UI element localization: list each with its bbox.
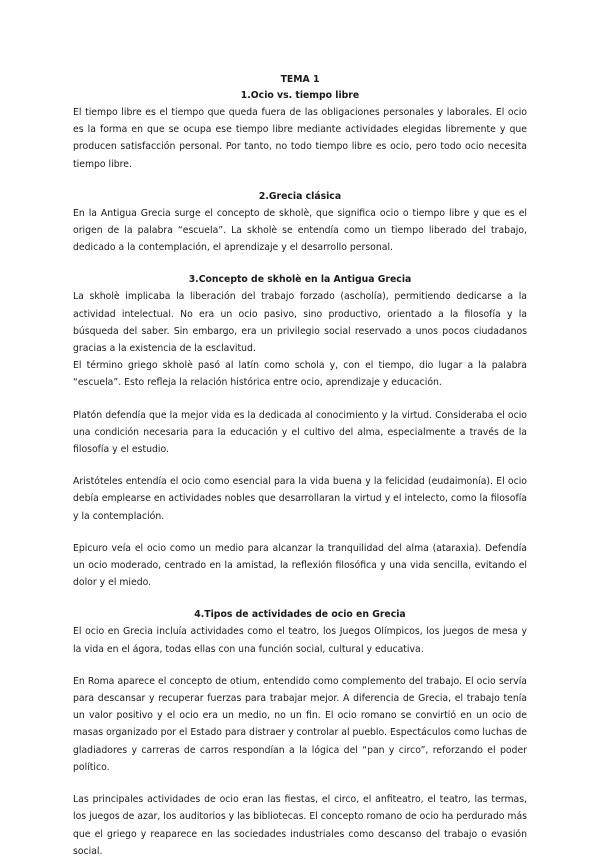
document-title: TEMA 1 — [280, 74, 320, 85]
paragraph: El término griego skholè pasó al latín como schola y, con el tiempo, dio lugar a la palabra “escuela”. Esto refleja la relación histórica entre ocio, aprendizaje y educación. — [73, 360, 527, 389]
paragraph: El ocio en Grecia incluía actividades como el teatro, los Juegos Olímpicos, los juegos de mesa y la vida en el ágora, todas ellas con una función social, cultural y educativa. — [73, 626, 527, 655]
paragraph-aristoteles: Aristóteles entendía el ocio como esencial para la vida buena y la felicidad (eudaimonía). El ocio debía emplearse en actividades nobles que desarrollaran la virtud y el intelecto, como la filosofía y la contemplación. — [73, 476, 527, 522]
paragraph-platon: Platón defendía que la mejor vida es la dedicada al conocimiento y la virtud. Consideraba el ocio una condición necesaria para la educación y el cultivo del alma, especialmente a través de la filosofía y el estudio. — [73, 409, 527, 456]
section-heading-concepto-skhole: 3.Concepto de skholè en la Antigua Grecia — [188, 274, 412, 286]
paragraph: La skholè implicaba la liberación del trabajo forzado (ascholía), permitiendo dedicarse a la actividad intelectual. No era un ocio pasivo, sino productivo, orientado a la filosofía y la búsqueda del saber. Sin embargo, era un privilegio social reservado a unos pocos ciudadanos gracias a la existencia de la esclavitud. — [73, 291, 527, 355]
paragraph-roma: En Roma aparece el concepto de otium, entendido como complemento del trabajo. El ocio servía para descansar y recuperar fuerzas para trabajar mejor. A diferencia de Grecia, el trabajo tenía un valor positivo y el ocio era un medio, no un fin. El ocio romano se convirtió en un ocio de masas organizado por el Estado para distraer y controlar al pueblo. Espectáculos como luchas de gladiadores y carreras de carros respondían a la lógica del “pan y circo”, reforzando el poder político. — [73, 675, 527, 773]
section-heading-ocio-vs-tiempo-libre: 1.Ocio vs. tiempo libre — [240, 90, 360, 101]
section-heading-grecia-clasica: 2.Grecia clásica — [258, 190, 342, 202]
paragraph: El tiempo libre es el tiempo que queda fuera de las obligaciones personales y laborales. El ocio es la forma en que se ocupa ese tiempo libre mediante actividades elegidas libremente y que producen satisfacción personal. Por tanto, no todo tiempo libre es ocio, pero todo ocio necesita tiempo libre. — [73, 107, 527, 170]
paragraph-actividades-romanas: Las principales actividades de ocio eran las fiestas, el circo, el anfiteatro, el teatro, las termas, los juegos de azar, los auditorios y las bibliotecas. El concepto romano de ocio ha perdurado más que el griego y reaparece en las sociedades industriales como descanso del trabajo o evasión social. — [73, 794, 527, 857]
paragraph: En la Antigua Grecia surge el concepto de skholè, que significa ocio o tiempo libre y que es el origen de la palabra “escuela”. La skholè se entendía como un tiempo liberado del trabajo, dedicado a la contemplación, el aprendizaje y el desarrollo personal. — [73, 207, 527, 254]
paragraph-epicuro: Epicuro veía el ocio como un medio para alcanzar la tranquilidad del alma (ataraxia). Defendía un ocio moderado, centrado en la amistad, la reflexión filosófica y una vida sencilla, evitando el dolor y el miedo. — [73, 542, 527, 589]
section-heading-tipos-actividades: 4.Tipos de actividades de ocio en Grecia — [194, 609, 406, 621]
document-page — [73, 72, 527, 860]
